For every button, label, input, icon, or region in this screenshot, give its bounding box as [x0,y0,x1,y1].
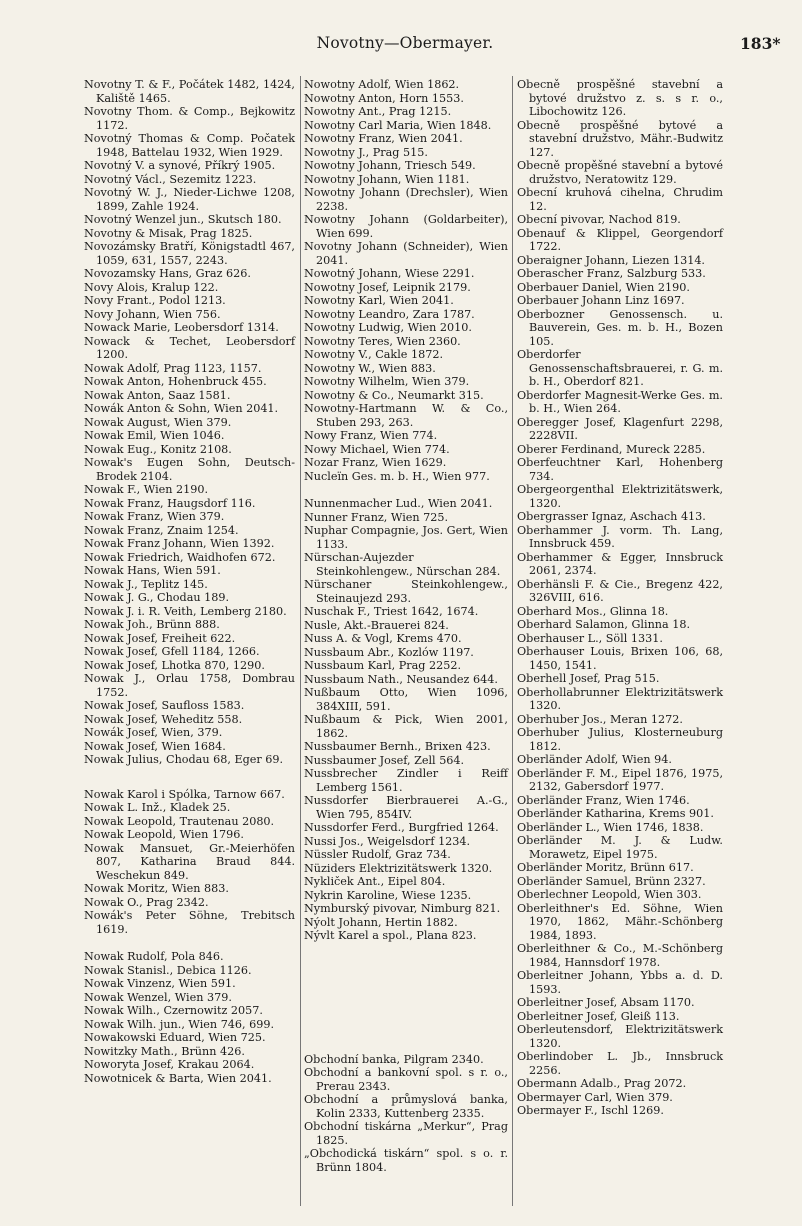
directory-entry: Oberhell Josef, Prag 515. [517,672,660,685]
directory-entry: Nowak Leopold, Trautenau 2080. [84,814,275,828]
directory-entry: Nowak Josef, Wien 1684. [84,739,226,753]
directory-entry: Oberleitner Josef, Absam 1170. [517,996,695,1009]
directory-entry: Nowak Franz, Znaim 1254. [84,523,239,537]
directory-entry: Nuss A. & Vogl, Krems 470. [304,632,462,645]
directory-entry: Nowak J. i. R. Veith, Lemberg 2180. [84,604,287,618]
directory-entry: Obchodní a průmyslová banka, Kolin 2333, Kuttenberg 2335. [304,1093,508,1120]
directory-entry: Nowak J. G., Chodau 189. [84,591,230,604]
directory-entry: Oberlechner Leopold, Wien 303. [517,888,702,901]
directory-entry: Nussbaumer Bernh., Brixen 423. [304,740,491,753]
directory-entry: Nowotny Ant., Prag 1215. [304,105,452,118]
directory-entry: Nowak Vinzenz, Wien 591. [84,977,236,990]
directory-column-1 [84,78,295,1085]
directory-entry: Novotný Wenzel jun., Skutsch 180. [84,213,282,226]
directory-entry: Nowak J., Orlau 1758, Dombrau 1752. [84,672,295,699]
directory-entry: Nunner Franz, Wien 725. [304,510,449,524]
directory-entry: Oberländer M. J. & Ludw. Morawetz, Eipel 1975. [517,834,723,861]
directory-entry: Nowotny Josef, Leipnik 2179. [304,280,471,294]
directory-entry: Nowotny Johann, Wien 1181. [304,172,470,186]
directory-entry: Novotny Johann (Schneider), Wien 2041. [304,240,508,267]
directory-entry: Nüssler Rudolf, Graz 734. [304,848,451,861]
column-rule-left [300,76,301,1206]
directory-entry: Nowotny-Hartmann W. & Co., Stuben 293, 263. [304,402,508,429]
directory-entry: Nuphar Compagnie, Jos. Gert, Wien 1133. [304,524,508,551]
directory-entry: Nowotny V., Cakle 1872. [304,348,443,361]
directory-entry: Nussbrecher Zindler i Reiff Lemberg 1561. [304,767,508,794]
directory-entry: Novotný V. a synové, Příkrý 1905. [84,159,276,172]
directory-entry: Nowotny Anton, Horn 1553. [304,91,464,105]
directory-entry: Oberbauer Daniel, Wien 2190. [517,280,690,294]
directory-entry: Nüziders Elektrizitätswerk 1320. [304,861,493,875]
directory-entry: Nowotny Ludwig, Wien 2010. [304,321,472,334]
directory-entry: Nowack & Techet, Leobersdorf 1200. [84,334,295,361]
directory-entry: Nowak Franz Johann, Wien 1392. [84,537,275,550]
directory-entry: Nussbaum Nath., Neusandez 644. [304,672,498,686]
directory-entry: Obergrasser Ignaz, Aschach 413. [517,510,706,523]
directory-entry: Nowak's Eugen Sohn, Deutsch-Brodek 2104. [84,456,295,483]
directory-entry: Nowak Julius, Chodau 68, Eger 69. [84,753,284,766]
directory-entry: Nowotny Adolf, Wien 1862. [304,78,460,91]
directory-entry: Nowak Josef, Weheditz 558. [84,712,243,726]
directory-entry: Nowak Stanisl., Debica 1126. [84,963,252,977]
directory-entry: Nowak Friedrich, Waidhofen 672. [84,550,276,564]
directory-entry: Nowotny & Co., Neumarkt 315. [304,388,484,402]
directory-entry: Nucleïn Ges. m. b. H., Wien 977. [304,469,490,483]
directory-entry: Oberlindober L. Jb., Innsbruck 2256. [517,1050,723,1077]
directory-column-2-n-entries [304,78,508,943]
directory-entry: Oberhard Mos., Glinna 18. [517,604,669,618]
directory-entry: Nowak Franz, Wien 379. [84,510,225,523]
directory-entry: Nowotny Johann (Goldarbeiter), Wien 699. [304,213,508,240]
directory-entry: Oberdorfer Magnesit-Werke Ges. m. b. H., Wien 264. [517,388,723,415]
directory-entry: Oberaigner Johann, Liezen 1314. [517,253,705,267]
directory-entry: Nowitzky Math., Brünn 426. [84,1044,245,1058]
directory-entry: Nowak Anton, Hohenbruck 455. [84,375,267,388]
directory-entry: Nowak Eug., Konitz 2108. [84,442,232,456]
directory-entry: Nowak Adolf, Prag 1123, 1157. [84,361,262,375]
directory-entry: Nowak Moritz, Wien 883. [84,882,229,895]
directory-entry: Oberbauer Johann Linz 1697. [517,294,685,307]
directory-entry: Oberländer Katharina, Krems 901. [517,807,714,820]
directory-entry: Nowotnicek & Barta, Wien 2041. [84,1071,272,1085]
directory-entry: Oberbozner Genossensch. u. Bauverein, Ges. m. b. H., Bozen 105. [517,307,723,348]
directory-entry: Nykrin Karoline, Wiese 1235. [304,888,472,902]
directory-entry: Nürschaner Steinkohlengew., Steinaujezd 293. [304,578,508,605]
directory-entry: Obermann Adalb., Prag 2072. [517,1077,687,1090]
directory-entry: Oberleitner Josef, Gleiß 113. [517,1009,680,1023]
directory-entry: Nowak Josef, Saufloss 1583. [84,699,245,712]
directory-entry: Obchodní banka, Pilgram 2340. [304,1052,484,1066]
directory-entry: Nussdorfer Ferd., Burgfried 1264. [304,821,499,834]
directory-entry: Oberhuber Jos., Meran 1272. [517,712,683,726]
directory-entry: Novotný Thomas & Comp. Počatek 1948, Battelau 1932, Wien 1929. [84,132,295,159]
directory-entry: Nowak Karol i Spólka, Tarnow 667. [84,787,285,801]
directory-entry: Nowak Mansuet, Gr.-Meierhöfen 807, Katharina Braud 844. Weschekun 849. [84,841,295,882]
entry-gap [84,936,295,950]
directory-entry: Oberländer F. M., Eipel 1876, 1975, 2132, Gabersdorf 1977. [517,766,723,793]
directory-entry: Oberascher Franz, Salzburg 533. [517,267,706,280]
directory-entry: Nowak Josef, Gfell 1184, 1266. [84,645,260,658]
directory-entry: Obchodní tiskárna „Merkur“, Prag 1825. [304,1120,508,1147]
directory-entry: Nowotny Carl Maria, Wien 1848. [304,118,492,132]
directory-entry: Oberleithner & Co., M.-Schönberg 1984, Hannsdorf 1978. [517,942,723,969]
directory-entry: Nussbaum Abr., Kozlów 1197. [304,645,474,659]
directory-entry: Nussi Jos., Weigelsdorf 1234. [304,834,471,848]
directory-entry: Nowack Marie, Leobersdorf 1314. [84,321,279,334]
directory-entry: Nunnenmacher Lud., Wien 2041. [304,497,493,510]
directory-entry: Novy Frant., Podol 1213. [84,294,226,307]
section-gap [304,943,508,1053]
directory-entry: Oberländer L., Wien 1746, 1838. [517,820,704,834]
directory-entry: Obermayer F., Ischl 1269. [517,1104,664,1117]
directory-entry: Oberfeuchtner Karl, Hohenberg 734. [517,456,723,483]
column-rule-right [512,76,513,1206]
directory-entry: Nussbaumer Josef, Zell 564. [304,753,465,767]
directory-entry: Oberleitner Johann, Ybbs a. d. D. 1593. [517,969,723,996]
directory-entry: Novotny Thom. & Comp., Bejkowitz 1172. [84,105,295,132]
running-title: Novotny—Obermayer. [316,34,494,52]
directory-entry: Nykliček Ant., Eipel 804. [304,875,446,888]
directory-column-2 [304,78,508,1174]
directory-entry: Nußbaum & Pick, Wien 2001, 1862. [304,713,508,740]
directory-entry: Nowotny J., Prag 515. [304,145,428,159]
directory-entry: Nowak Hans, Wien 591. [84,564,221,577]
entry-gap [304,483,508,497]
directory-entry: Nowák Josef, Wien, 379. [84,726,223,739]
directory-entry: Nowakowski Eduard, Wien 725. [84,1031,266,1044]
directory-entry: Oberhollabrunner Elektrizitätswerk 1320. [517,685,723,712]
directory-entry: Novotný W. J., Nieder-Lichwe 1208, 1899, Zahle 1924. [84,186,295,213]
directory-entry: Nývlt Karel a spol., Plana 823. [304,929,477,942]
directory-entry: Nowak J., Teplitz 145. [84,577,208,591]
directory-entry: Nowak Emil, Wien 1046. [84,429,225,442]
directory-entry: Nowak L. Inž., Kladek 25. [84,801,231,814]
directory-entry: Oberländer Franz, Wien 1746. [517,793,690,807]
directory-entry: Oberhammer J. vorm. Th. Lang, Innsbruck 459. [517,523,723,550]
directory-entry: Nowotny Johann (Drechsler), Wien 2238. [304,186,508,213]
directory-entry: Noworyta Josef, Krakau 2064. [84,1058,255,1071]
directory-entry: Oberhuber Julius, Klosterneuburg 1812. [517,726,723,753]
directory-entry: Oberleutensdorf, Elektrizitätswerk 1320. [517,1023,723,1050]
directory-entry: Obecně propěšné stavební a bytové družstvo, Neratowitz 129. [517,159,723,186]
page-number: 183* [740,34,781,53]
directory-entry: Novy Johann, Wien 756. [84,307,221,321]
directory-entry: Nowak Wenzel, Wien 379. [84,990,232,1004]
directory-entry: Obergeorgenthal Elektrizitätswerk, 1320. [517,483,723,510]
directory-entry: Nowy Michael, Wien 774. [304,442,450,456]
directory-entry: Nowak Wilh. jun., Wien 746, 699. [84,1017,275,1031]
directory-entry: Novotný Václ., Sezemitz 1223. [84,172,257,186]
directory-entry: Nymburský pivovar, Nimburg 821. [304,902,501,915]
entry-gap [84,767,295,788]
directory-entry: Obecně prospěšné bytové a stavební družstvo, Mähr.-Budwitz 127. [517,118,723,159]
directory-entry: Nowotný Johann, Wiese 2291. [304,267,475,280]
directory-entry: Oberegger Josef, Klagenfurt 2298, 2228VII. [517,415,723,442]
directory-entry: Nowotny Wilhelm, Wien 379. [304,375,470,388]
directory-entry: Oberhauser L., Söll 1331. [517,631,663,645]
directory-entry: Obecně prospěšné stavební a bytové družstvo z. s. s r. o., Libochowitz 126. [517,78,723,118]
directory-entry: Nowotny Johann, Triesch 549. [304,159,476,172]
directory-entry: Nowak Wilh., Czernowitz 2057. [84,1004,263,1017]
directory-entry: Nusle, Akt.-Brauerei 824. [304,618,449,632]
directory-entry: Nowak Franz, Haugsdorf 116. [84,496,256,510]
directory-entry: Oberländer Adolf, Wien 94. [517,753,672,766]
directory-entry: Nowák Anton & Sohn, Wien 2041. [84,402,279,415]
directory-entry: Oberhänsli F. & Cie., Bregenz 422, 326VIII, 616. [517,577,723,604]
directory-entry: Nuschak F., Triest 1642, 1674. [304,605,479,618]
directory-entry: Oberdorfer Genossenschaftsbrauerei, r. G. m. b. H., Oberdorf 821. [517,348,723,388]
directory-entry: Nowy Franz, Wien 774. [304,429,438,442]
directory-entry: Nowotny Franz, Wien 2041. [304,132,463,145]
directory-entry: Oberhard Salamon, Glinna 18. [517,618,691,631]
directory-entry: Nowak O., Prag 2342. [84,895,209,909]
directory-entry: Obermayer Carl, Wien 379. [517,1090,673,1104]
directory-column-3 [517,78,723,1118]
directory-entry: Nowotny Karl, Wien 2041. [304,294,454,307]
directory-entry: Nowak Josef, Freiheit 622. [84,631,236,645]
directory-entry: Nowak Rudolf, Pola 846. [84,950,224,963]
directory-column-2-o-entries [304,1053,508,1175]
directory-entry: Nýolt Johann, Hertin 1882. [304,915,458,929]
directory-entry: Nürschan-Aujezder Steinkohlengew., Nürschan 284. [304,551,501,578]
directory-entry: Oberleithner's Ed. Söhne, Wien 1970, 1862, Mähr.-Schönberg 1984, 1893. [517,901,723,942]
directory-entry: Nowotny W., Wien 883. [304,361,436,375]
directory-entry: Nowak Leopold, Wien 1796. [84,828,244,841]
directory-entry: Nowak Josef, Lhotka 870, 1290. [84,658,265,672]
directory-entry: Novotny T. & F., Počátek 1482, 1424, Kaliště 1465. [84,78,295,105]
directory-entry: Nussbaum Karl, Prag 2252. [304,659,462,672]
page-header [0,34,802,56]
directory-entry: Oberhauser Louis, Brixen 106, 68, 1450, 1541. [517,645,723,672]
directory-entry: Oberer Ferdinand, Mureck 2285. [517,442,706,456]
directory-entry: Novotny & Misak, Prag 1825. [84,226,253,240]
directory-entry: Nowak August, Wien 379. [84,415,232,429]
directory-entry: Oberhammer & Egger, Innsbruck 2061, 2374. [517,550,723,577]
directory-entry: Nowak Anton, Saaz 1581. [84,388,231,402]
directory-entry: Nozar Franz, Wien 1629. [304,456,447,469]
directory-entry: Obenauf & Klippel, Georgendorf 1722. [517,226,723,253]
directory-entry: Novozámsky Bratří, Königstadtl 467, 1059, 631, 1557, 2243. [84,240,295,267]
directory-entry: Nussdorfer Bierbrauerei A.-G., Wien 795, 854IV. [304,794,508,821]
directory-entry: Nowak F., Wien 2190. [84,483,209,496]
directory-entry: Obchodní a bankovní spol. s r. o., Prerau 2343. [304,1066,508,1093]
directory-entry: Nowak Joh., Brünn 888. [84,618,220,631]
directory-entry: Novy Alois, Kralup 122. [84,280,219,294]
directory-entry: Nowotny Teres, Wien 2360. [304,334,461,348]
directory-entry: Oberländer Moritz, Brünn 617. [517,861,694,874]
directory-entry: Oberländer Samuel, Brünn 2327. [517,874,706,888]
directory-entry: Nowotny Leandro, Zara 1787. [304,307,475,321]
directory-entry: Nowák's Peter Söhne, Trebitsch 1619. [84,909,295,936]
directory-entry: Obecní pivovar, Nachod 819. [517,213,681,226]
directory-entry: Obecní kruhová cihelna, Chrudim 12. [517,186,723,213]
directory-entry: Novozamsky Hans, Graz 626. [84,267,251,280]
directory-entry: Nußbaum Otto, Wien 1096, 384XIII, 591. [304,686,508,713]
directory-entry: „Obchodická tiskárn“ spol. s o. r. Brünn 1804. [304,1147,508,1174]
